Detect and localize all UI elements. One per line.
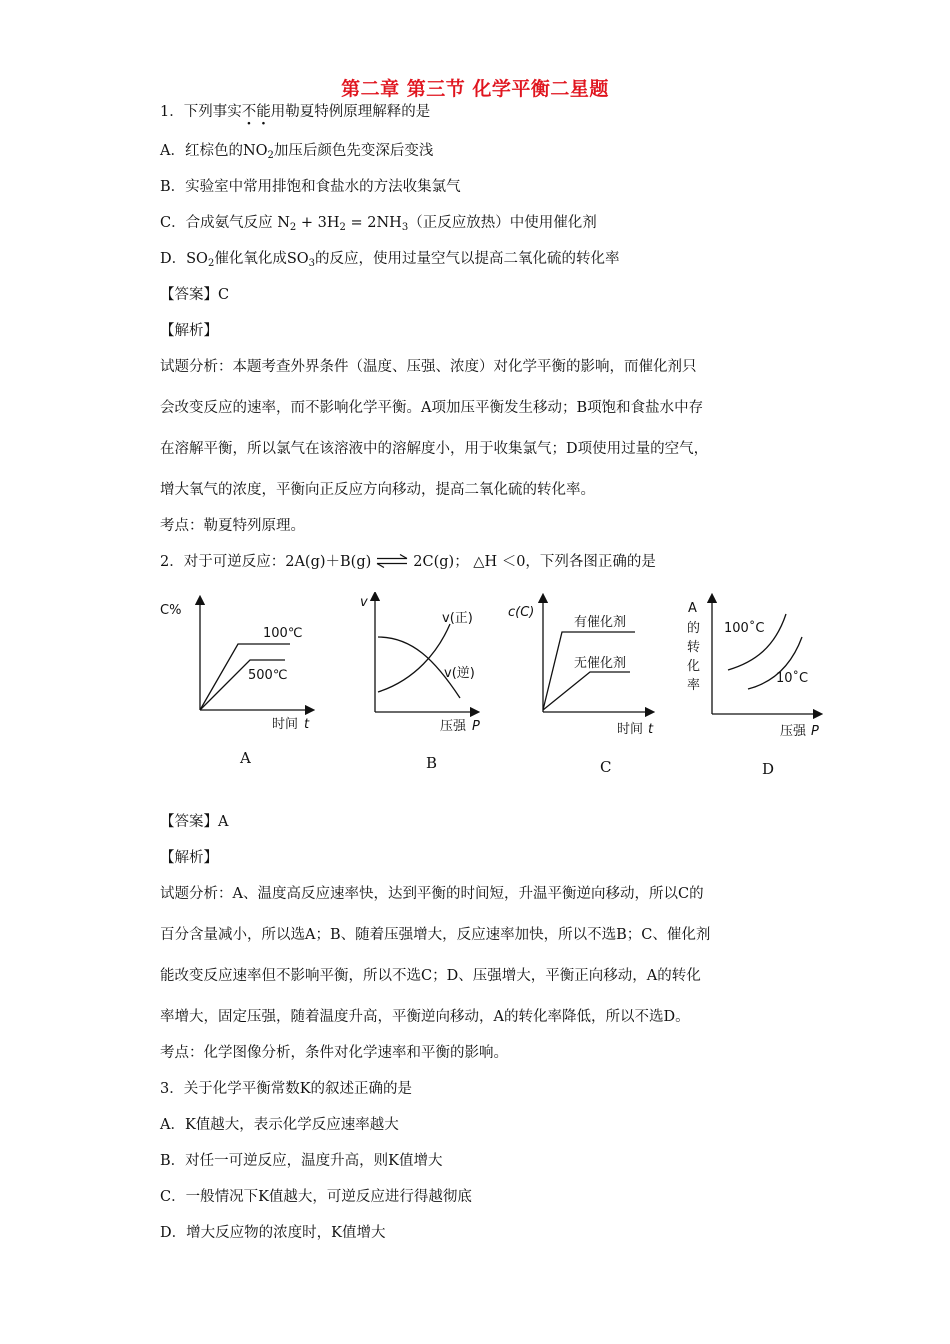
q2-analysis-line: 试题分析：A、温度高反应速率快，达到平衡的时间短，升温平衡逆向移动，所以C的 [160,886,704,902]
fig-b-xvar: P [472,719,480,734]
q2-analysis-line: 率增大，固定压强，随着温度升高，平衡逆向移动，A的转化率降低，所以不选D。 [160,1009,690,1025]
fig-a-xvar: t [304,717,310,732]
fig-b-curve-reverse [378,624,450,692]
q1-stem: 1．下列事实不能用勒夏特例原理解释的是 [160,104,431,120]
fig-b-caption: B [426,754,438,772]
fig-d-curve1-label: 100˚C [724,621,765,636]
fig-c-xvar: t [648,722,654,737]
fig-b-xlabel: 压强 [440,719,467,734]
figure-d [687,598,819,778]
fig-a-ylabel: C% [160,603,182,618]
q1-answer: 【答案】C [160,287,230,303]
q1-analysis-line: 在溶解平衡，所以氯气在该溶液中的溶解度小，用于收集氯气；D项使用过量的空气， [160,441,709,457]
fig-d-curve2-label: 10˚C [776,671,809,686]
fig-a-caption: A [240,749,251,767]
figure-a [160,600,310,767]
q2-analysis-line: 能改变反应速率但不影响平衡，所以不选C；D、压强增大，平衡正向移动，A的转化 [160,968,701,984]
fig-b-ylabel: v [360,595,368,610]
fig-a-xlabel: 时间 [272,717,299,732]
q1-option-d: D．$SO_2$催化氧化成$SO_3$的反应，使用过量空气以提高二氧化硫的转化率 [160,251,620,269]
fig-b-curve1-label: v(正) [442,611,473,626]
fig-a-curve2-label: 500℃ [248,668,288,683]
q3-option-b: B．对任一可逆反应，温度升高，则K值增大 [160,1153,443,1169]
q3-stem: 3．关于化学平衡常数K的叙述正确的是 [160,1081,413,1097]
fig-c-ylabel: c(C) [508,605,535,620]
fig-d-ylabel-char: A [688,601,697,616]
fig-c-xlabel: 时间 [617,722,644,737]
q3-option-d: D．增大反应物的浓度时，K值增大 [160,1225,386,1241]
fig-c-caption: C [600,758,612,776]
q2-point: 考点：化学图像分析，条件对化学速率和平衡的影响。 [160,1045,508,1061]
fig-c-curve1-label: 有催化剂 [574,615,627,630]
q1-point: 考点：勒夏特列原理。 [160,518,305,534]
q1-option-c: C．合成氨气反应 $N_2 + 3H_2 = 2NH_3$（正反应放热）中使用催化剂 [160,215,597,233]
q3-option-c: C．一般情况下K值越大，可逆反应进行得越彻底 [160,1189,472,1205]
q2-stem: 2．对于可逆反应：2A(g)＋B(g) 2C(g)； △H ＜0，下列各图正确的是 [160,554,656,570]
fig-d-xvar: P [811,724,819,739]
page-title: 第二章 第三节 化学平衡二星题 [341,78,609,100]
q2-figures [150,592,850,787]
fig-d-ylabel-char: 率 [687,678,701,693]
fig-c-curve2-label: 无催化剂 [574,656,627,671]
fig-d-ylabel-char: 的 [687,621,701,636]
q1-analysis-label: 【解析】 [160,323,218,339]
q2-answer: 【答案】A [160,814,229,830]
fig-d-xlabel: 压强 [780,724,807,739]
fig-d-ylabel-char: 化 [687,659,701,674]
q3-option-a: A．K值越大，表示化学反应速率越大 [160,1117,399,1133]
emphasis-dot: 不 [241,104,257,120]
fig-d-ylabel-char: 转 [687,640,701,655]
q1-option-b: B．实验室中常用排饱和食盐水的方法收集氯气 [160,179,461,195]
fig-c-curve-nocatalyst [543,672,630,710]
equilibrium-arrow-icon [375,554,409,568]
q1-analysis-line: 增大氧气的浓度，平衡向正反应方向移动，提高二氧化硫的转化率。 [160,482,595,498]
q1-analysis-line: 会改变反应的速率，而不影响化学平衡。A项加压平衡发生移动；B项饱和食盐水中存 [160,400,704,416]
fig-d-caption: D [762,760,775,778]
fig-b-curve2-label: v(逆) [444,666,475,681]
emphasis-dot: 能 [256,104,271,120]
figure-b [360,595,480,772]
fig-a-curve1-label: 100℃ [263,626,303,641]
figure-c [508,598,654,776]
q2-analysis-label: 【解析】 [160,850,218,866]
q2-analysis-line: 百分含量减小，所以选A；B、随着压强增大，反应速率加快，所以不选B；C、催化剂 [160,927,711,943]
q1-option-a: A．红棕色的$NO_2$加压后颜色先变深后变浅 [160,143,434,161]
q1-analysis-line: 试题分析：本题考查外界条件（温度、压强、浓度）对化学平衡的影响，而催化剂只 [160,359,697,375]
